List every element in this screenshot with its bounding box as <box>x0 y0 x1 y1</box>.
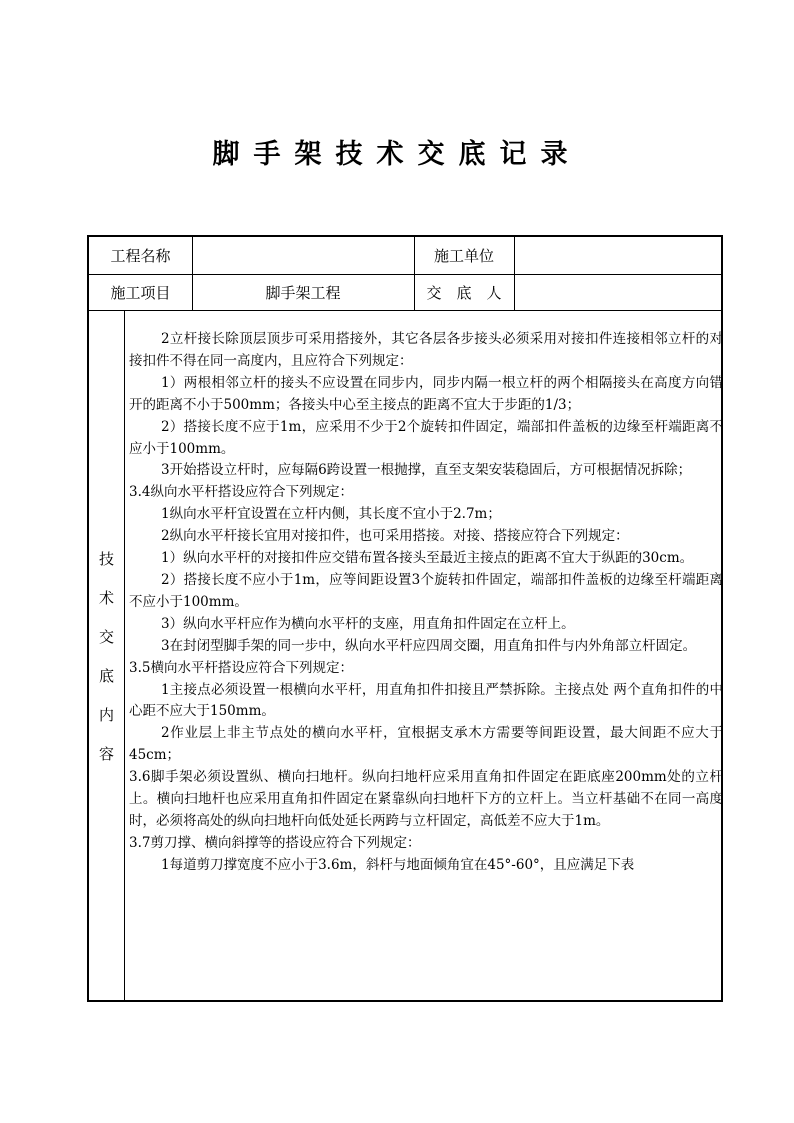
project-name-label: 工程名称 <box>89 237 193 274</box>
content-paragraph: 2纵向水平杆接长宜用对接扣件，也可采用搭接。对接、搭接应符合下列规定： <box>161 528 629 545</box>
content-paragraph: 3.4纵向水平杆搭设应符合下列规定： <box>129 484 353 501</box>
disclosure-form <box>87 235 723 1002</box>
content-paragraph: 2立杆接长除顶层顶步可采用搭接外，其它各层各步接头必须采用对接扣件连接相邻立杆的对接扣件不得在同一高度内，且应符合下列规定： <box>129 331 723 369</box>
content-paragraph: 1）纵向水平杆的对接扣件应交错布置各接头至最近主接点的距离不宜大于纵距的30cm。 <box>161 550 694 567</box>
section-label-char: 底 <box>98 666 114 685</box>
section-label-char: 交 <box>98 627 114 646</box>
section-label-char: 容 <box>98 744 114 763</box>
content-paragraph: 2作业层上非主节点处的横向水平杆，宜根据支承木方需要等间距设置，最大间距不应大于45cm； <box>129 725 723 764</box>
construction-item-field[interactable]: 脚手架工程 <box>192 274 415 310</box>
content-paragraph: 1每道剪刀撑宽度不应小于3.6m，斜杆与地面倾角宜在45°-60°，且应满足下表 <box>161 856 635 873</box>
header-row-1 <box>89 237 721 275</box>
document-title: 脚手架技术交底记录 <box>212 139 582 170</box>
content-paragraph: 3.6脚手架必须设置纵、横向扫地杆。纵向扫地杆应采用直角扣件固定在距底座200mm处的立杆上。横向扫地杆也应采用直角扣件固定在紧靠纵向扫地杆下方的立杆上。当立杆基础不在同一高度时，必须将高处的纵向扫地杆向低处延长两跨与立杆固定，高低差不应大于1m。 <box>129 769 723 829</box>
section-label-char: 内 <box>98 705 114 724</box>
disclosure-content <box>129 329 723 877</box>
content-paragraph: 1）两根相邻立杆的接头不应设置在同步内，同步内隔一根立杆的两个相隔接头在高度方向错开的距离不小于500mm；各接头中心至主接点的距离不宜大于步距的1/3； <box>129 374 723 413</box>
content-paragraph: 2）搭接长度不应小于1m，应等间距设置3个旋转扣件固定，端部扣件盖板的边缘至杆端距离不应小于100mm。 <box>129 571 723 610</box>
construction-unit-label: 施工单位 <box>414 237 515 274</box>
content-paragraph: 1纵向水平杆宜设置在立杆内侧，其长度不宜小于2.7m； <box>161 506 501 523</box>
discloser-field[interactable] <box>514 274 724 310</box>
project-name-field[interactable] <box>192 237 415 274</box>
content-paragraph: 3.5横向水平杆搭设应符合下列规定： <box>129 659 353 676</box>
content-paragraph: 1主接点必须设置一根横向水平杆，用直角扣件扣接且严禁拆除。主接点处 两个直角扣件的中心距不应大于150mm。 <box>129 681 723 720</box>
content-paragraph: 3在封闭型脚手架的同一步中，纵向水平杆应四周交圈，用直角扣件与内外角部立杆固定。 <box>161 637 697 654</box>
content-paragraph: 3.7剪刀撑、横向斜撑等的搭设应符合下列规定： <box>129 834 421 851</box>
construction-unit-field[interactable] <box>514 237 724 274</box>
discloser-label: 交 底 人 <box>414 274 515 310</box>
construction-item-label: 施工项目 <box>89 274 193 310</box>
section-label-column <box>89 311 125 1002</box>
header-row-2 <box>89 274 721 311</box>
section-label-char: 技 <box>98 549 114 568</box>
content-paragraph: 3开始搭设立杆时，应每隔6跨设置一根抛撑，直至支架安装稳固后，方可根据情况拆除； <box>161 462 692 479</box>
content-paragraph: 3）纵向水平杆应作为横向水平杆的支座，用直角扣件固定在立杆上。 <box>161 615 575 632</box>
section-label-char: 术 <box>98 588 114 607</box>
content-paragraph: 2）搭接长度不应于1m，应采用不少于2个旋转扣件固定，端部扣件盖板的边缘至杆端距离不应小于100mm。 <box>129 418 723 457</box>
